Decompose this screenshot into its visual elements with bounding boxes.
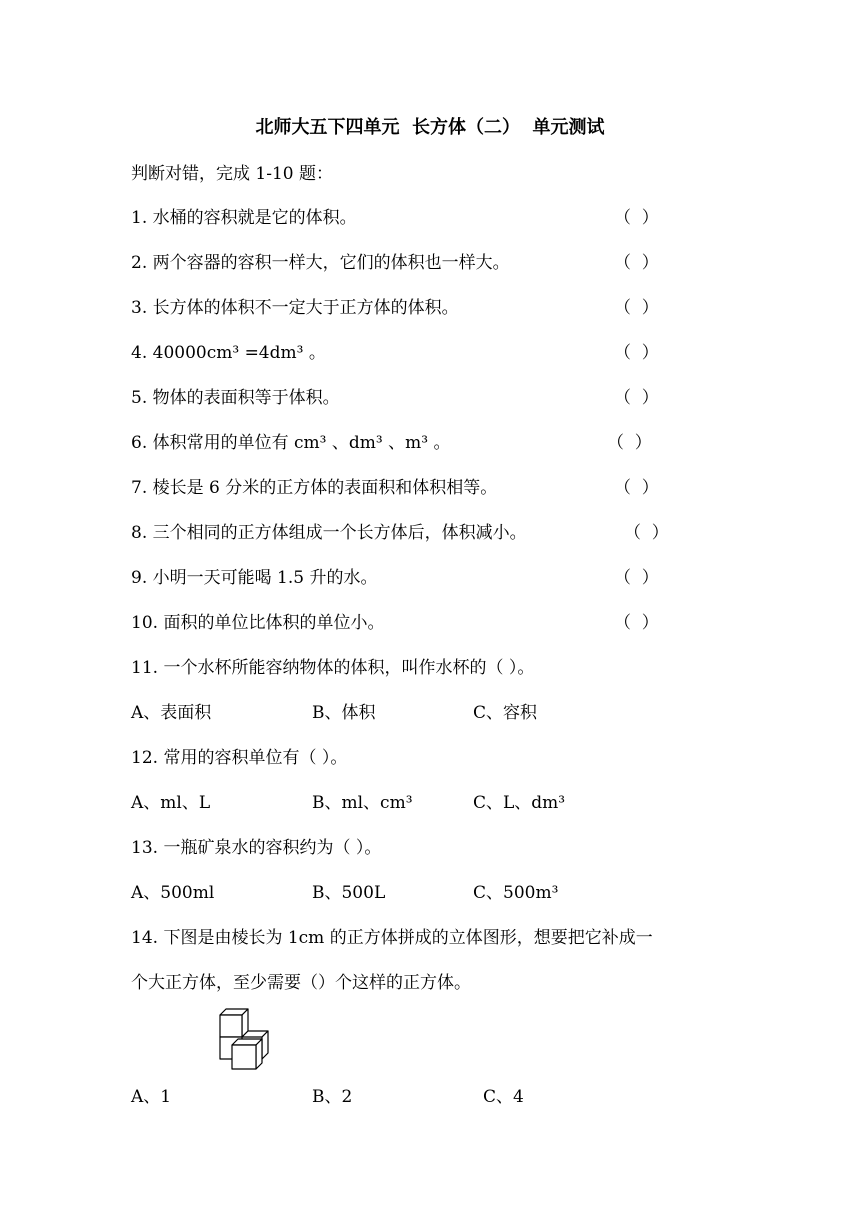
question-12-text: 12. 常用的容积单位有（ ）。 bbox=[131, 748, 348, 768]
judgment-3-text: 3. 长方体的体积不一定大于正方体的体积。 bbox=[131, 298, 459, 318]
judgment-6-text: 6. 体积常用的单位有 cm³ 、dm³ 、m³ 。 bbox=[131, 433, 451, 453]
front-cube-front-face bbox=[232, 1045, 256, 1069]
judgment-5-text: 5. 物体的表面积等于体积。 bbox=[131, 388, 340, 408]
question-13-text: 13. 一瓶矿泉水的容积约为（ ）。 bbox=[131, 838, 382, 858]
top-cube-front-face bbox=[220, 1015, 242, 1037]
judgment-9-text: 9. 小明一天可能喝 1.5 升的水。 bbox=[131, 568, 378, 588]
cube-stack-figure bbox=[219, 1008, 273, 1072]
question-12-option-a: A、ml、L bbox=[131, 793, 211, 813]
question-14-text-line1: 14. 下图是由棱长为 1cm 的正方体拼成的立体图形，想要把它补成一 bbox=[131, 928, 653, 948]
question-13-option-c: C、500m³ bbox=[473, 883, 559, 903]
judgment-8-text: 8. 三个相同的正方体组成一个长方体后，体积减小。 bbox=[131, 523, 527, 543]
page-title: 北师大五下四单元 长方体（二） 单元测试 bbox=[255, 117, 605, 138]
judgment-8-answer-parens: （ ） bbox=[624, 523, 669, 543]
question-13-option-a: A、500ml bbox=[131, 883, 215, 903]
judgment-7-text: 7. 棱长是 6 分米的正方体的表面积和体积相等。 bbox=[131, 478, 498, 498]
intro-instruction: 判断对错，完成 1-10 题： bbox=[131, 164, 333, 184]
judgment-1-answer-parens: （ ） bbox=[614, 208, 659, 228]
judgment-6-answer-parens: （ ） bbox=[607, 433, 652, 453]
judgment-4-text: 4. 40000cm³ =4dm³ 。 bbox=[131, 343, 326, 363]
judgment-7-answer-parens: （ ） bbox=[614, 478, 659, 498]
question-12-option-c: C、L、dm³ bbox=[473, 793, 566, 813]
question-11-text: 11. 一个水杯所能容纳物体的体积，叫作水杯的（ ）。 bbox=[131, 658, 535, 678]
question-13-option-b: B、500L bbox=[312, 883, 386, 903]
question-14-option-c: C、4 bbox=[483, 1087, 524, 1107]
judgment-3-answer-parens: （ ） bbox=[614, 298, 659, 318]
question-12-option-b: B、ml、cm³ bbox=[312, 793, 413, 813]
question-11-option-a: A、表面积 bbox=[131, 703, 212, 723]
judgment-9-answer-parens: （ ） bbox=[614, 568, 659, 588]
judgment-5-answer-parens: （ ） bbox=[614, 388, 659, 408]
front-cube-side-face bbox=[256, 1039, 262, 1069]
question-14-text-line2: 个大正方体，至少需要（）个这样的正方体。 bbox=[131, 973, 471, 993]
judgment-10-text: 10. 面积的单位比体积的单位小。 bbox=[131, 613, 385, 633]
judgment-2-answer-parens: （ ） bbox=[614, 253, 659, 273]
judgment-10-answer-parens: （ ） bbox=[614, 613, 659, 633]
judgment-1-text: 1. 水桶的容积就是它的体积。 bbox=[131, 208, 357, 228]
question-14-option-a: A、1 bbox=[131, 1087, 172, 1107]
question-11-option-c: C、容积 bbox=[473, 703, 538, 723]
question-14-option-b: B、2 bbox=[312, 1087, 353, 1107]
judgment-4-answer-parens: （ ） bbox=[614, 343, 659, 363]
judgment-2-text: 2. 两个容器的容积一样大，它们的体积也一样大。 bbox=[131, 253, 510, 273]
question-11-option-b: B、体积 bbox=[312, 703, 376, 723]
